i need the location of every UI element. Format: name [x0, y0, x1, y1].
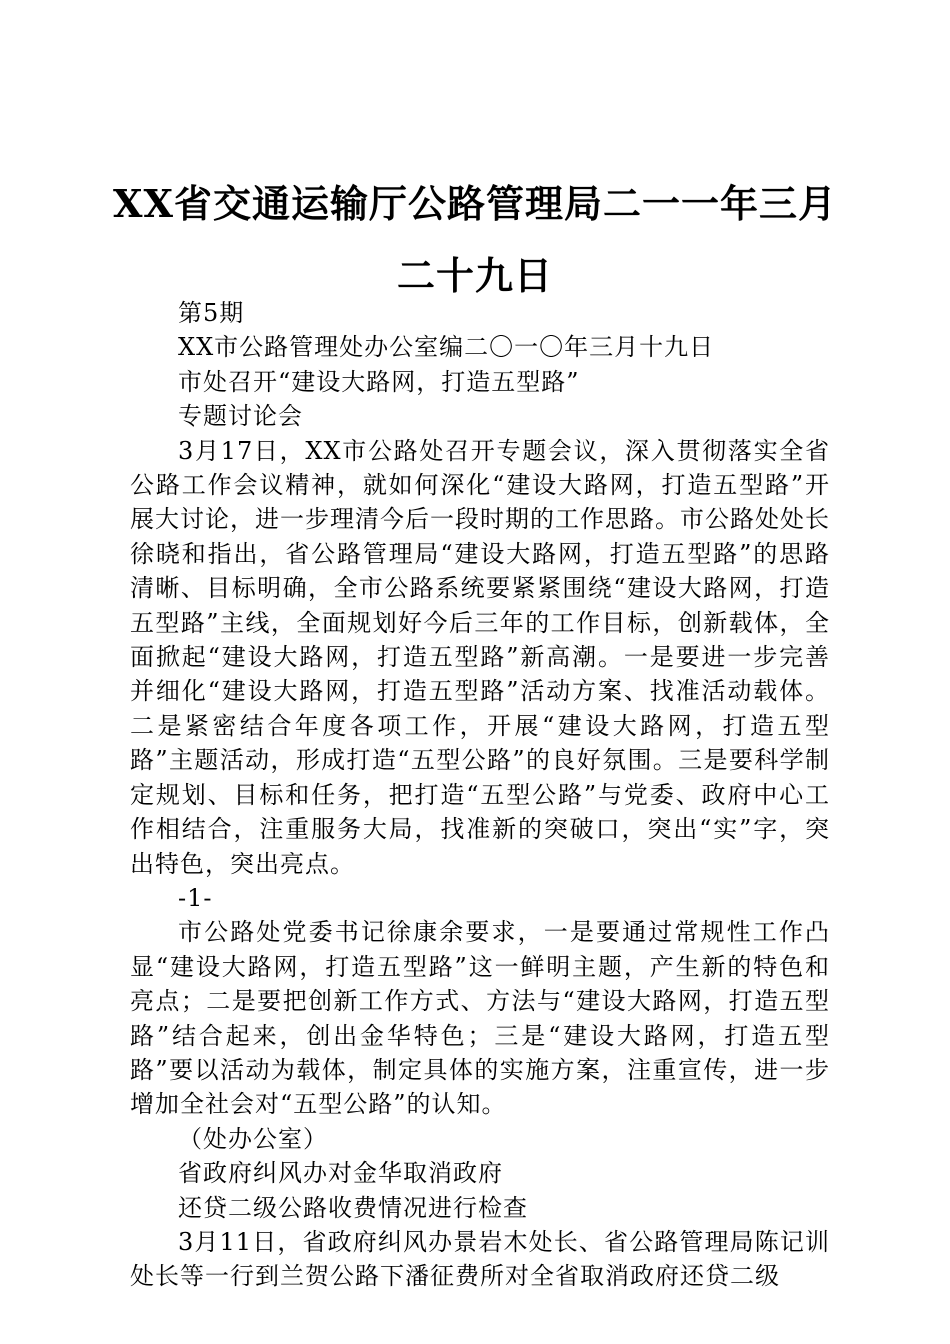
- article1-paragraph: 3月17日，XX市公路处召开专题会议，深入贯彻落实全省公路工作会议精神，就如何深化“建设大路网，打造五型路”开展大讨论，进一步理清今后一段时期的工作思路。市公路处处长徐晓和指出，省公路管理局“建设大路网，打造五型路”的思路清晰、目标明确，全市公路系统要紧紧围绕“建设大路网，打造五型路”主线，全面规划好今后三年的工作目标，创新载体，全面掀起“建设大路网，打造五型路”新高潮。一是要进一步完善并细化“建设大路网，打造五型路”活动方案、找准活动载体。二是紧密结合年度各项工作，开展“建设大路网，打造五型路”主题活动，形成打造“五型公路”的良好氛围。三是要科学制定规划、目标和任务，把打造“五型公路”与党委、政府中心工作相结合，注重服务大局，找准新的突破口，突出“实”字，突出特色，突出亮点。: [130, 436, 830, 878]
- article2-paragraph: 3月11日，省政府纠风办景岩木处长、省公路管理局陈记训处长等一行到兰贺公路下潘征费所对全省取消政府还贷二级: [130, 1227, 830, 1291]
- issue-number: 第5期: [178, 299, 245, 327]
- article1-headline-line2: 专题讨论会: [178, 402, 303, 431]
- article1-headline-line1: 市处召开“建设大路网，打造五型路”: [178, 367, 580, 396]
- article2-headline-line1: 省政府纠风办对金华取消政府: [178, 1159, 503, 1188]
- editor-line: XX市公路管理处办公室编二〇一〇年三月十九日: [178, 333, 715, 362]
- article2-headline-line2: 还贷二级公路收费情况进行检查: [178, 1193, 528, 1222]
- article1-paragraph-2: 市公路处党委书记徐康余要求，一是要通过常规性工作凸显“建设大路网，打造五型路”这一鲜明主题，产生新的特色和亮点；二是要把创新工作方式、方法与“建设大路网，打造五型路”结合起来，创出金华特色；三是“建设大路网，打造五型路”要以活动为载体，制定具体的实施方案，注重宣传，进一步增加全社会对“五型公路”的认知。: [130, 918, 830, 1119]
- document-body: [130, 296, 830, 1294]
- article1-source: （处办公室）: [178, 1124, 328, 1153]
- document-title: XX省交通运输厅公路管理局二一一年三月二十九日: [113, 181, 837, 298]
- page-marker: -1-: [178, 883, 213, 912]
